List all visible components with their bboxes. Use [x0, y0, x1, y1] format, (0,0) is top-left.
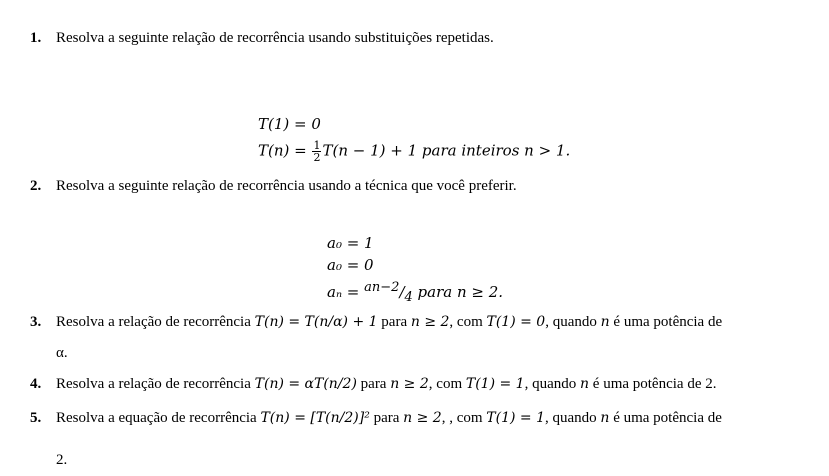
equation-rhs: T(n − 1) + 1 para inteiros n > 1.	[322, 141, 571, 160]
problem-text-mid3: , quando	[545, 410, 601, 426]
problem-text-after: é uma potência de 2.	[589, 376, 717, 392]
problem-text-mid: para	[369, 410, 404, 426]
problem-1	[30, 30, 494, 47]
fraction-one-half	[312, 140, 321, 163]
variable: n	[600, 314, 610, 330]
initial-condition: T(1) = 1	[486, 410, 545, 426]
variable: n	[580, 376, 590, 392]
problem-text-mid2: , com	[449, 314, 487, 330]
problem-text-mid: para	[356, 376, 391, 392]
fraction-denominator: 4	[404, 290, 413, 305]
problem-text: Resolva a seguinte relação de recorrência usando substituições repetidas.	[56, 30, 494, 46]
problem-number: 3.	[30, 314, 42, 330]
condition: n ≥ 2	[390, 376, 429, 392]
problem-text-mid2: , com	[428, 376, 466, 392]
fraction-denominator: 2	[313, 151, 321, 164]
problem-text: Resolva a seguinte relação de recorrência usando a técnica que você preferir.	[56, 178, 517, 194]
fraction-numerator: an−2	[364, 280, 400, 295]
recurrence-formula: T(n) = T(n/α) + 1	[254, 314, 378, 330]
problem-text-mid: para	[377, 314, 411, 330]
problem-text-before: Resolva a equação de recorrência	[56, 410, 261, 426]
problem-text-mid3: , quando	[545, 314, 601, 330]
problem-text-after: é uma potência de	[609, 314, 723, 330]
recurrence-formula: T(n) = αT(n/2)	[254, 376, 357, 392]
variable: n	[600, 410, 610, 426]
problem-number: 1.	[30, 30, 42, 46]
problem-text-after: é uma potência de	[609, 410, 722, 426]
problem-4	[30, 376, 716, 393]
equation-a0-first: a₀ = 1	[327, 234, 374, 252]
problem-number: 4.	[30, 376, 42, 392]
problem-text-before: Resolva a relação de recorrência	[56, 376, 255, 392]
fraction-numerator: 1	[313, 139, 321, 152]
problem-text-mid2: , , com	[441, 410, 487, 426]
initial-condition: T(1) = 0	[486, 314, 546, 330]
problem-text-before: Resolva a relação de recorrência	[56, 314, 255, 330]
initial-condition: T(1) = 1	[465, 376, 525, 392]
equation-lhs: aₙ =	[327, 283, 365, 301]
equation-an	[327, 280, 503, 305]
problem-5	[30, 410, 722, 427]
equation-t1: T(1) = 0	[258, 115, 321, 133]
problem-3	[30, 314, 722, 331]
problem-3-continuation: α.	[56, 345, 68, 361]
equation-tn	[258, 140, 570, 163]
problem-5-continuation: 2.	[56, 452, 68, 468]
problem-text-mid3: , quando	[524, 376, 580, 392]
recurrence-formula: T(n) = [T(n/2)]²	[260, 410, 370, 426]
condition: n ≥ 2	[403, 410, 442, 426]
equation-lhs: T(n) =	[258, 141, 312, 160]
slash-fraction: $^{an-2}/_4$	[364, 280, 413, 305]
condition: n ≥ 2	[410, 314, 450, 330]
equation-rhs: para n ≥ 2.	[412, 283, 504, 301]
equation-a0-second: a₀ = 0	[327, 256, 374, 274]
problem-number: 5.	[30, 410, 42, 426]
problem-2	[30, 178, 517, 195]
problem-number: 2.	[30, 178, 42, 194]
